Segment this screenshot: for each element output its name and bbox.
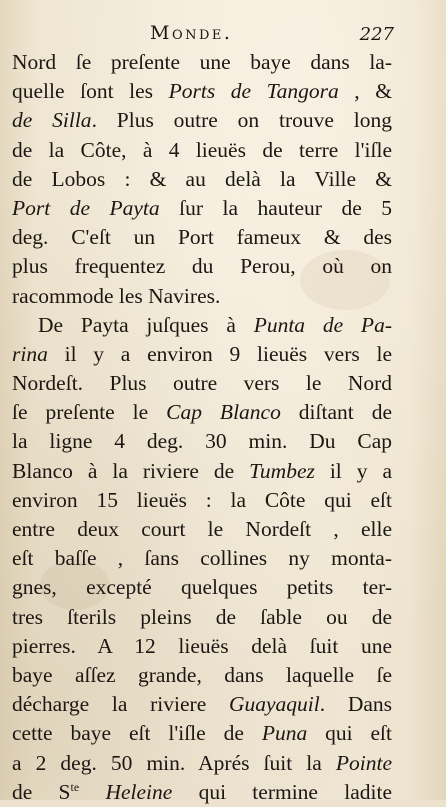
text-line <box>12 223 392 252</box>
text-line <box>12 778 392 807</box>
text-span: de Lobos : & au delà la Ville & <box>12 166 392 191</box>
text-line <box>12 252 392 281</box>
text-span: décharge la riviere <box>12 692 229 717</box>
text-span: la ligne 4 deg. 30 min. Du Cap <box>12 429 392 454</box>
text-line <box>12 544 392 573</box>
text-span: Nord ſe preſente une baye dans la- <box>12 50 392 74</box>
text-line <box>12 573 392 602</box>
text-span: Nordeſt. Plus outre vers le Nord <box>12 371 392 396</box>
text-span: , & <box>338 79 392 104</box>
text-span: racommode les Navires. <box>12 283 221 308</box>
text-span: eſt baſſe , ſans collines ny monta- <box>12 546 392 571</box>
italic-text: Port de Payta <box>12 195 160 220</box>
text-line <box>12 194 392 223</box>
text-span: De Payta juſques à <box>38 312 254 337</box>
text-line <box>12 340 392 369</box>
page-number: 227 <box>359 24 394 45</box>
superscript-text: te <box>70 779 80 794</box>
body-text <box>12 48 392 807</box>
text-line <box>12 282 392 311</box>
text-span: qui termine ladite <box>172 779 392 804</box>
text-span: quelle ſont les <box>12 79 169 104</box>
text-line <box>12 136 392 165</box>
italic-text: de Silla <box>12 108 92 133</box>
italic-text: Heleine <box>105 779 173 804</box>
text-span: environ 15 lieuës : la Côte qui eſt <box>12 487 392 512</box>
text-line <box>12 311 392 340</box>
text-span: de la Côte, à 4 lieuës de terre l'iſle <box>12 137 392 162</box>
text-line <box>12 77 392 106</box>
text-line <box>12 749 392 778</box>
italic-text: Cap Blanco <box>166 400 281 425</box>
text-span: a 2 deg. 50 min. Aprés ſuit la <box>12 750 336 775</box>
text-span: qui eſt <box>307 721 392 746</box>
running-head: Monde. <box>150 22 233 44</box>
text-line <box>12 515 392 544</box>
text-line <box>12 486 392 515</box>
text-span: cette baye eſt l'iſle de <box>12 721 262 746</box>
text-span: pierres. A 12 lieuës delà ſuit une <box>12 633 392 658</box>
text-span: gnes, excepté quelques petits ter- <box>12 575 392 600</box>
text-span: il y a <box>314 458 392 483</box>
italic-text: Pointe <box>335 750 392 775</box>
text-line <box>12 369 392 398</box>
text-span: de S <box>12 779 71 804</box>
text-span <box>79 780 105 804</box>
text-line <box>12 457 392 486</box>
text-line <box>12 165 392 194</box>
text-span: diſtant de <box>280 400 392 425</box>
text-span: plus frequentez du Perou, où on <box>12 254 392 279</box>
text-line <box>12 603 392 632</box>
text-line <box>12 398 392 427</box>
text-line <box>12 719 392 748</box>
text-span: baye aſſez grande, dans laquelle ſe <box>12 662 392 687</box>
text-line <box>12 690 392 719</box>
text-span: ſur la hauteur de 5 <box>159 195 392 220</box>
text-span: tres ſterils pleins de ſable ou de <box>12 604 392 629</box>
text-span: . Plus outre on trouve long <box>91 108 393 133</box>
text-line <box>12 661 392 690</box>
text-line <box>12 106 392 135</box>
italic-text: Punta de Pa- <box>253 312 392 337</box>
text-span: il y a environ 9 lieuës vers le <box>47 341 392 366</box>
text-line <box>12 427 392 456</box>
italic-text: Ports de Tangora <box>168 79 339 104</box>
text-span: deg. C'eſt un Port fameux & des <box>12 225 392 250</box>
italic-text: Puna <box>261 721 308 746</box>
text-line <box>12 632 392 661</box>
italic-text: Guayaquil <box>228 692 320 717</box>
italic-text: Tumbez <box>249 458 315 483</box>
italic-text: rina <box>12 341 48 366</box>
text-span: entre deux court le Nordeſt , elle <box>12 517 392 541</box>
text-span: Blanco à la riviere de <box>12 458 250 483</box>
text-line <box>12 48 392 77</box>
text-span: . Dans <box>319 692 393 717</box>
text-span: ſe preſente le <box>12 400 167 425</box>
